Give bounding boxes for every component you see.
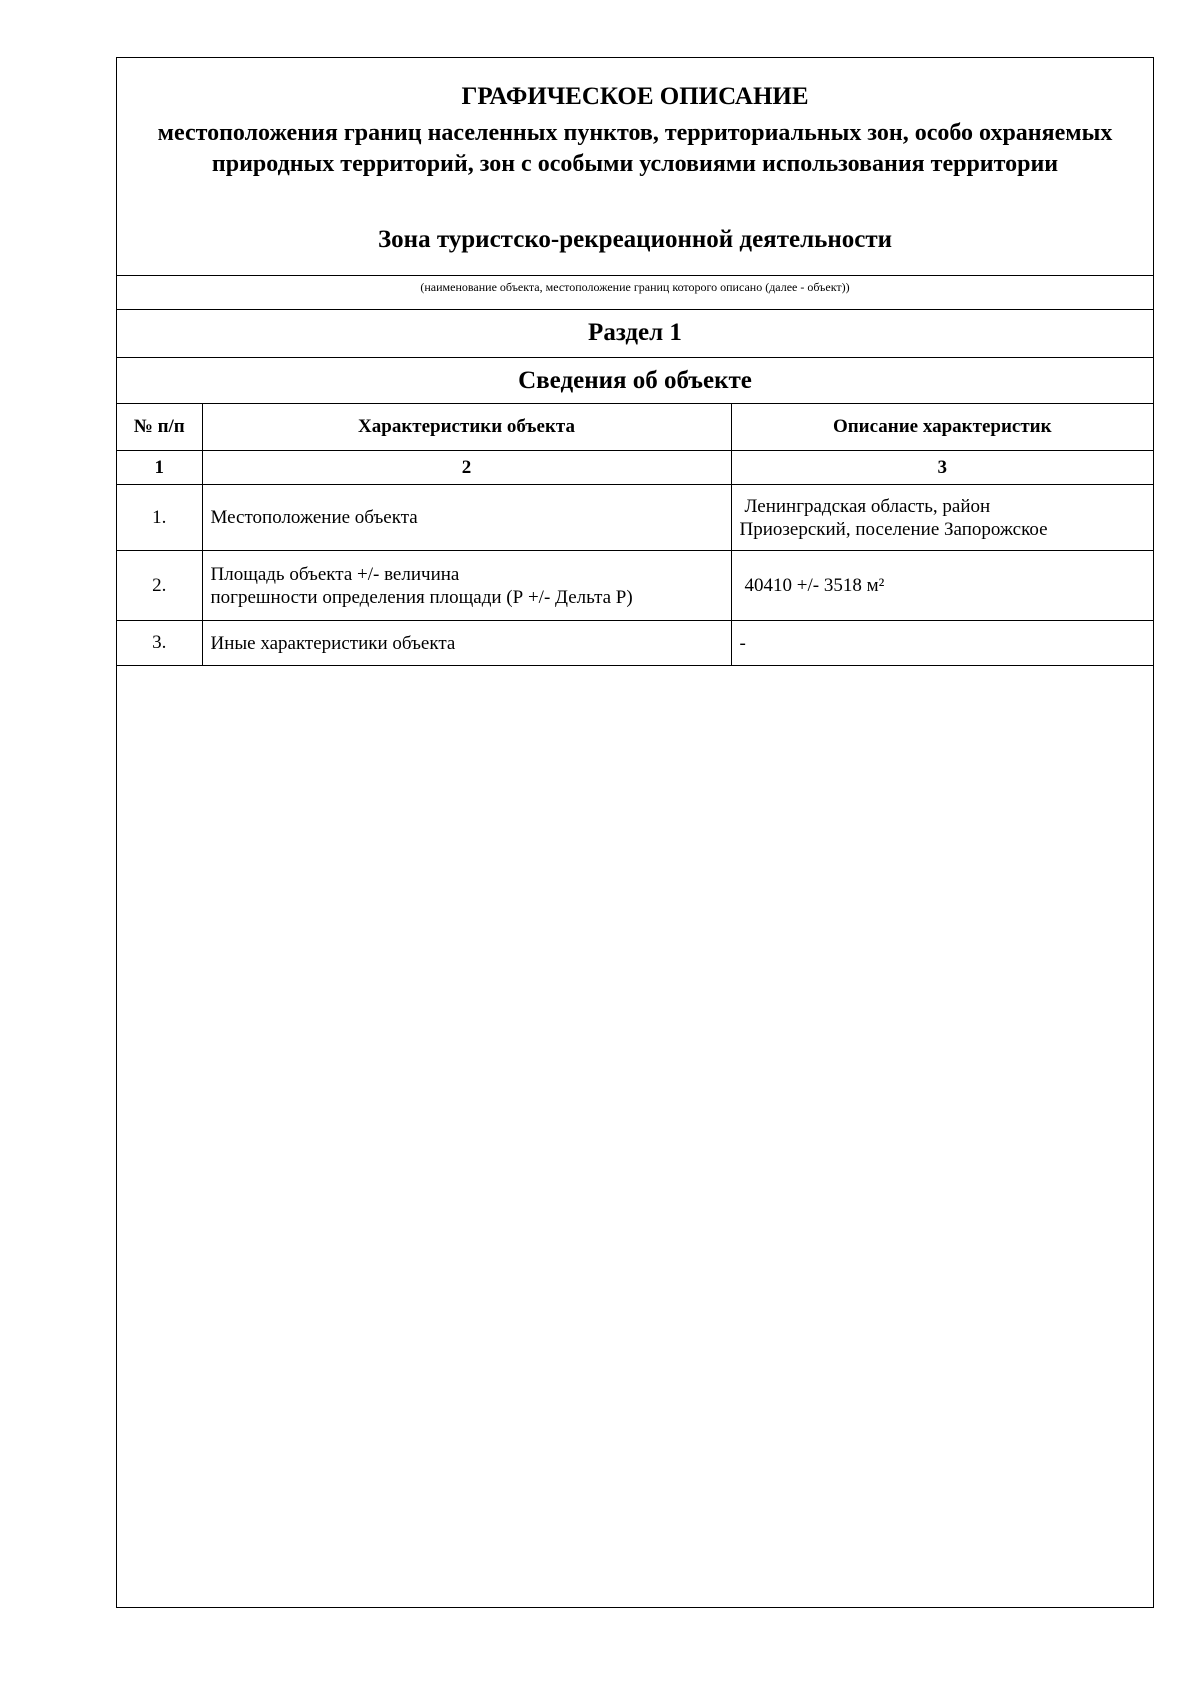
column-number: 1 bbox=[117, 451, 202, 485]
table-row bbox=[117, 485, 1153, 551]
row-description bbox=[731, 621, 1153, 666]
row-number: 2. bbox=[117, 551, 202, 621]
characteristic-text: Площадь объекта +/- величина bbox=[210, 563, 460, 585]
column-header-number: № п/п bbox=[117, 404, 202, 451]
column-header-characteristic: Характеристики объекта bbox=[202, 404, 731, 451]
characteristic-text: Местоположение объекта bbox=[210, 507, 418, 528]
row-characteristic bbox=[202, 621, 731, 666]
section-title: Раздел 1 bbox=[117, 310, 1153, 358]
column-numbers-row bbox=[117, 451, 1153, 485]
description-text: - bbox=[739, 632, 746, 654]
column-header-description: Описание характеристик bbox=[731, 404, 1153, 451]
object-name-caption: (наименование объекта, местоположение границ которого описано (далее - объект)) bbox=[117, 276, 1153, 310]
row-characteristic bbox=[202, 485, 731, 551]
document-title: ГРАФИЧЕСКОЕ ОПИСАНИЕ bbox=[461, 83, 809, 110]
row-number: 3. bbox=[117, 621, 202, 666]
row-number: 1. bbox=[117, 485, 202, 551]
row-characteristic bbox=[202, 551, 731, 621]
description-text: 40410 +/- 3518 м² bbox=[744, 575, 885, 596]
table-header-row bbox=[117, 404, 1153, 451]
section-subtitle: Сведения об объекте bbox=[117, 358, 1153, 404]
characteristic-text: погрешности определения площади (Р +/- Дельта Р) bbox=[210, 586, 633, 608]
document-frame bbox=[116, 57, 1154, 1608]
description-text: Ленинградская область, район bbox=[744, 495, 991, 517]
table-row bbox=[117, 621, 1153, 666]
characteristic-text: Иные характеристики объекта bbox=[210, 632, 456, 654]
column-number: 3 bbox=[731, 451, 1153, 485]
column-number: 2 bbox=[202, 451, 731, 485]
object-info-table bbox=[117, 404, 1153, 666]
table-row bbox=[117, 551, 1153, 621]
document-subtitle: местоположения границ населенных пунктов, территориальных зон, особо охраняемых природных территорий, зон с особыми условиями использования территории bbox=[157, 120, 1113, 177]
description-text: Приозерский, поселение Запорожское bbox=[739, 518, 1048, 540]
document-header bbox=[117, 58, 1153, 276]
row-description bbox=[731, 485, 1153, 551]
object-name: Зона туристско-рекреационной деятельности bbox=[377, 226, 893, 253]
row-description bbox=[731, 551, 1153, 621]
